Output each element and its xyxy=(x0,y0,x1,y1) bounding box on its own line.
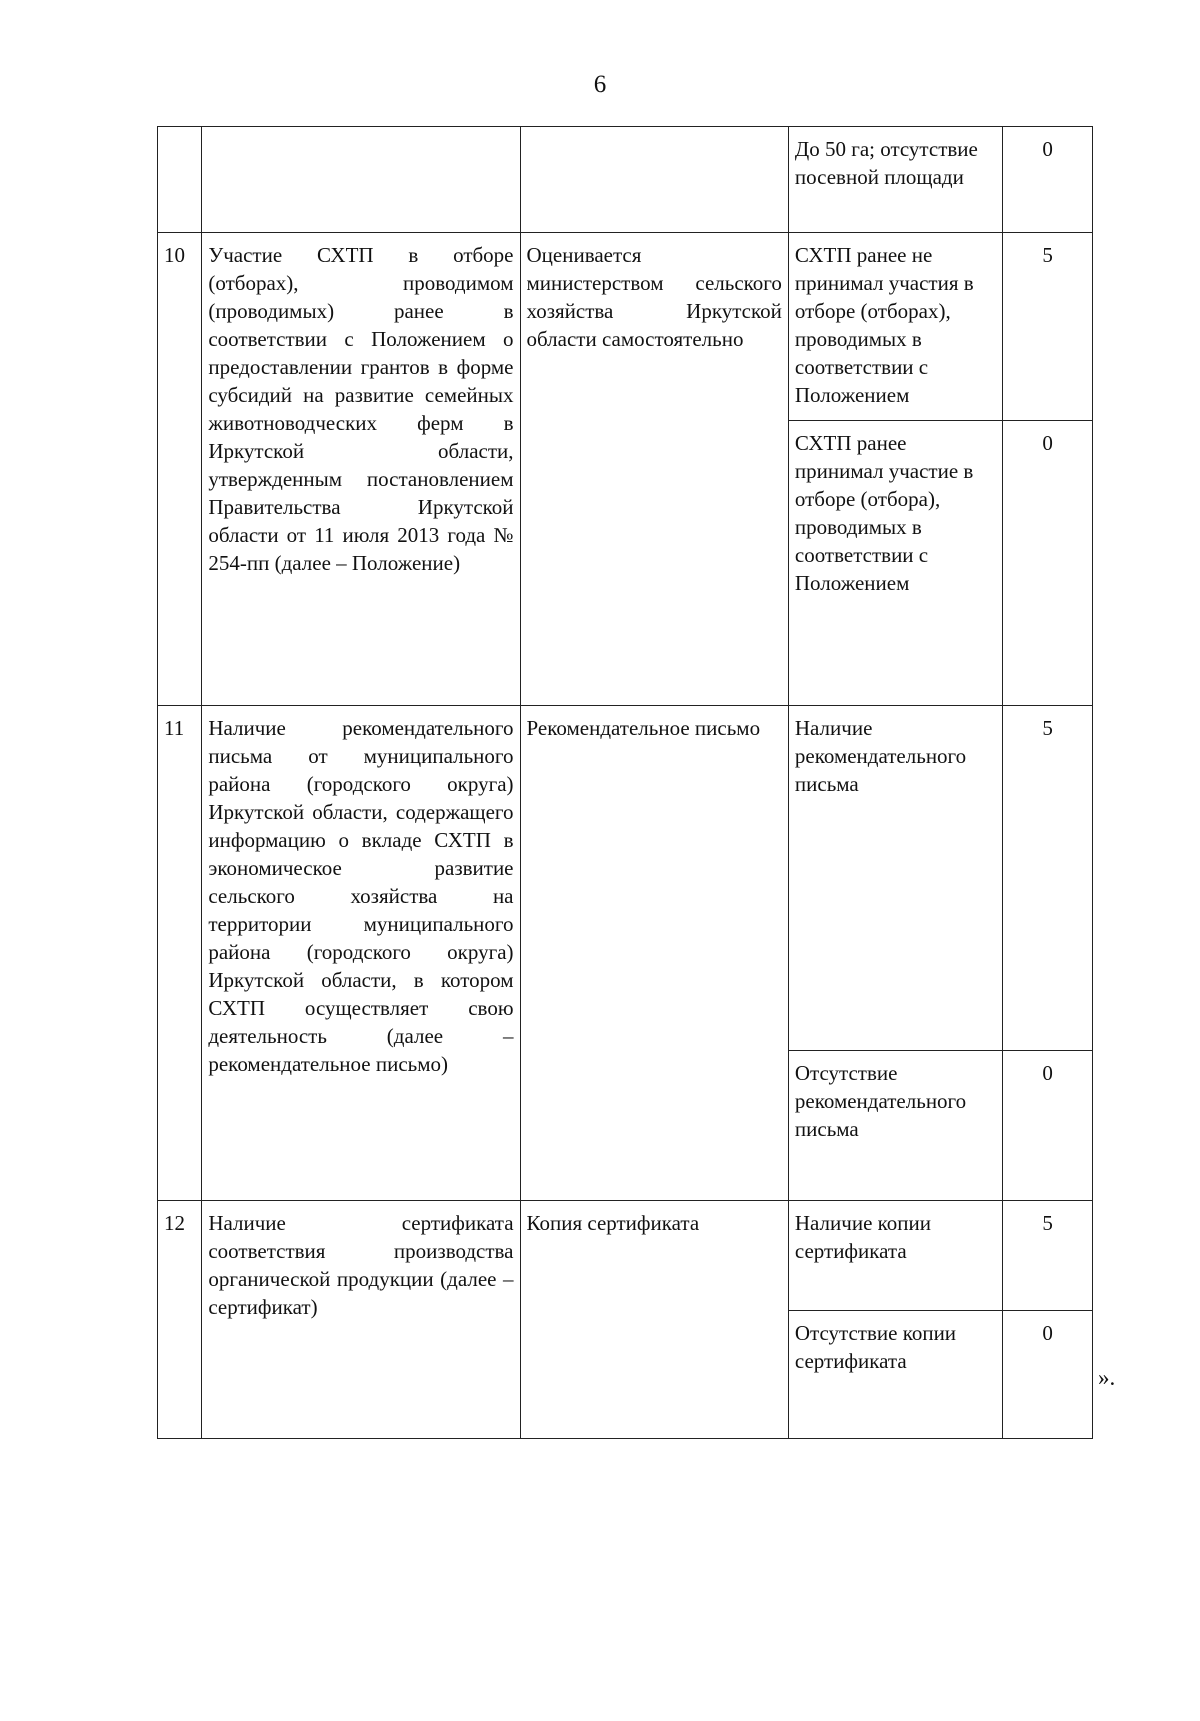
criteria-table xyxy=(157,126,1093,1439)
document-cell: Копия сертификата xyxy=(520,1201,788,1439)
page-number: 6 xyxy=(593,71,607,98)
option-value: СХТП ранее не принимал участия в отборе (отборах), проводимых в соответствии с Положением xyxy=(788,233,1002,421)
table-row xyxy=(158,1201,1093,1311)
criterion-cell: Участие СХТП в отборе (отборах), проводимом (проводимых) ранее в соответствии с Положением о предоставлении грантов в форме субсидий на развитие семейных животноводческих ферм в Иркутской области, утвержденным постановлением Правительства Иркутской области от 11 июля 2013 года № 254-пп (далее – Положение) xyxy=(202,233,520,706)
table-row xyxy=(158,233,1093,421)
criterion-cell xyxy=(202,127,520,233)
option-value: Наличие рекомендательного письма xyxy=(788,706,1002,1051)
option-score: 0 xyxy=(1003,1311,1093,1439)
row-number: 11 xyxy=(158,706,202,1201)
table-row xyxy=(158,127,1093,233)
option-score: 5 xyxy=(1003,706,1093,1051)
option-value: Отсутствие копии сертификата xyxy=(788,1311,1002,1439)
row-number xyxy=(158,127,202,233)
option-value: До 50 га; отсутствие посевной площади xyxy=(788,127,1002,233)
document-cell xyxy=(520,127,788,233)
row-number: 12 xyxy=(158,1201,202,1439)
document-cell: Оценивается министерством сельского хозяйства Иркутской области самостоятельно xyxy=(520,233,788,706)
option-score: 0 xyxy=(1003,127,1093,233)
option-value: СХТП ранее принимал участие в отборе (отбора), проводимых в соответствии с Положением xyxy=(788,421,1002,706)
option-value: Наличие копии сертификата xyxy=(788,1201,1002,1311)
closing-quote-mark: ». xyxy=(1098,1365,1116,1390)
option-score: 0 xyxy=(1003,1051,1093,1201)
option-score: 5 xyxy=(1003,1201,1093,1311)
criterion-cell: Наличие сертификата соответствия производства органической продукции (далее – сертификат) xyxy=(202,1201,520,1439)
option-score: 5 xyxy=(1003,233,1093,421)
option-value: Отсутствие рекомендательного письма xyxy=(788,1051,1002,1201)
row-number: 10 xyxy=(158,233,202,706)
option-score: 0 xyxy=(1003,421,1093,706)
document-cell: Рекомендательное письмо xyxy=(520,706,788,1201)
table-row xyxy=(158,706,1093,1051)
criterion-cell: Наличие рекомендательного письма от муниципального района (городского округа) Иркутской области, содержащего информацию о вкладе СХТП в экономическое развитие сельского хозяйства на территории муниципального района (городского округа) Иркутской области, в котором СХТП осуществляет свою деятельность (далее – рекомендательное письмо) xyxy=(202,706,520,1201)
